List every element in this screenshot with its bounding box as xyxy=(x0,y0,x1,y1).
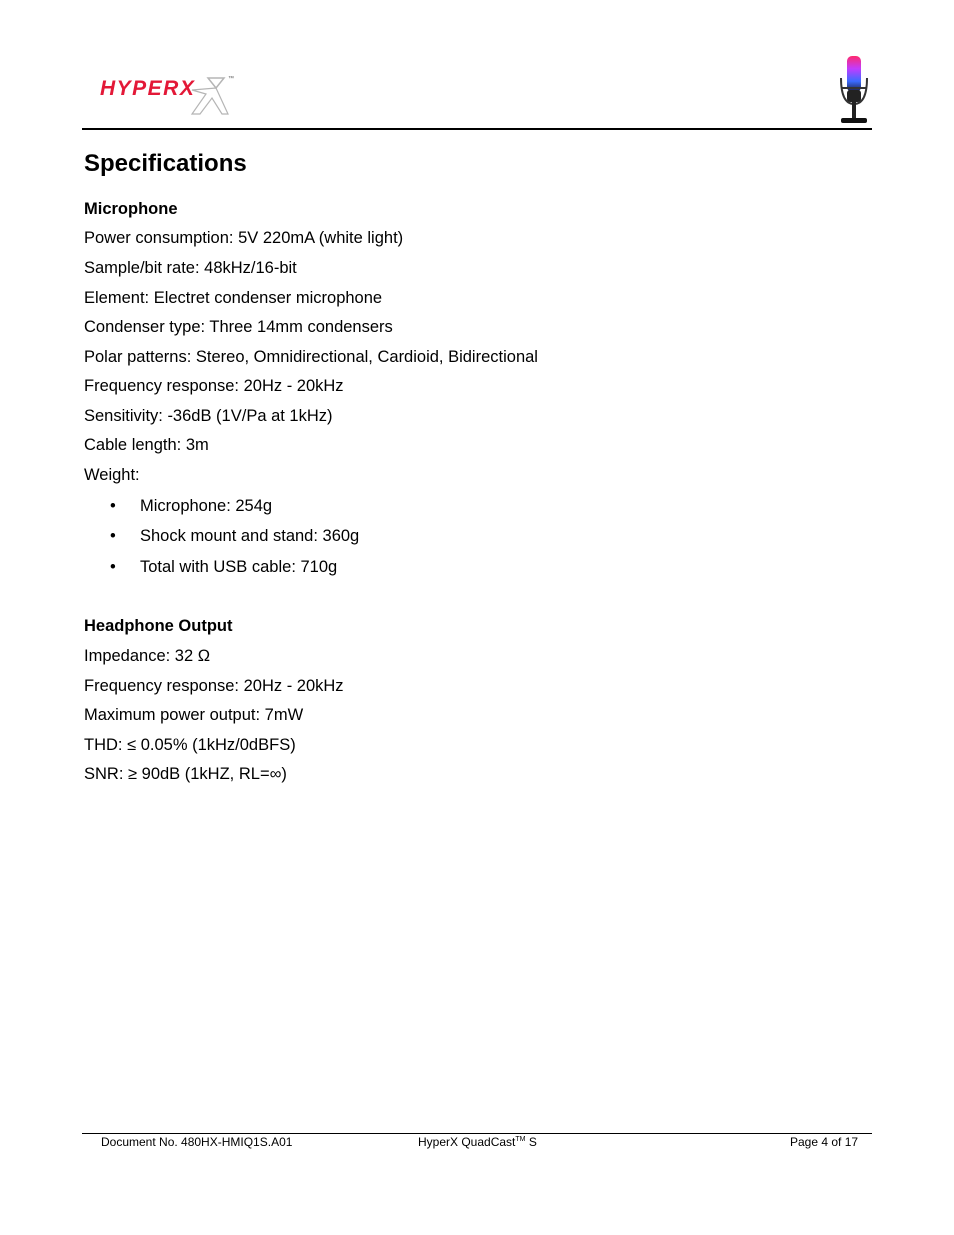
spec-line: Impedance: 32 Ω xyxy=(84,647,211,665)
spec-line: Maximum power output: 7mW xyxy=(84,706,304,724)
bullet-icon: • xyxy=(110,527,116,545)
hyperx-logo xyxy=(96,72,238,120)
page-title: Specifications xyxy=(84,150,247,177)
spec-line: SNR: ≥ 90dB (1kHZ, RL=∞) xyxy=(84,765,287,783)
spec-line: Element: Electret condenser microphone xyxy=(84,289,383,307)
footer-page-number: Page 4 of 17 xyxy=(790,1135,859,1149)
footer-divider xyxy=(82,1133,872,1134)
spec-line: Condenser type: Three 14mm condensers xyxy=(84,318,393,336)
microphone-section-title: Microphone xyxy=(84,200,178,218)
footer-product-name: HyperX QuadCast™ S xyxy=(418,1135,537,1149)
weight-list-item: • Shock mount and stand: 360g xyxy=(110,527,360,545)
header-divider xyxy=(82,128,872,130)
spec-line: Sample/bit rate: 48kHz/16-bit xyxy=(84,259,297,277)
spec-line: Frequency response: 20Hz - 20kHz xyxy=(84,677,344,695)
spec-line: Power consumption: 5V 220mA (white light) xyxy=(84,229,404,247)
headphone-section-title: Headphone Output xyxy=(84,617,233,635)
spec-line: Polar patterns: Stereo, Omnidirectional, Cardioid, Bidirectional xyxy=(84,348,538,366)
bullet-icon: • xyxy=(110,497,116,515)
logo-tm: ™ xyxy=(228,76,234,82)
logo-wordmark: HYPERX xyxy=(100,77,196,100)
spec-line: THD: ≤ 0.05% (1kHz/0dBFS) xyxy=(84,736,296,754)
footer-doc-number: Document No. 480HX-HMIQ1S.A01 xyxy=(101,1135,293,1149)
spec-line: Weight: xyxy=(84,466,140,484)
weight-list-item: • Microphone: 254g xyxy=(110,497,273,515)
page-header xyxy=(82,52,872,130)
spec-line: Sensitivity: -36dB (1V/Pa at 1kHz) xyxy=(84,407,333,425)
bullet-icon: • xyxy=(110,558,116,576)
spec-line: Cable length: 3m xyxy=(84,436,209,454)
spec-line: Frequency response: 20Hz - 20kHz xyxy=(84,377,344,395)
weight-list-item: • Total with USB cable: 710g xyxy=(110,558,338,576)
microphone-product-image xyxy=(835,54,873,126)
